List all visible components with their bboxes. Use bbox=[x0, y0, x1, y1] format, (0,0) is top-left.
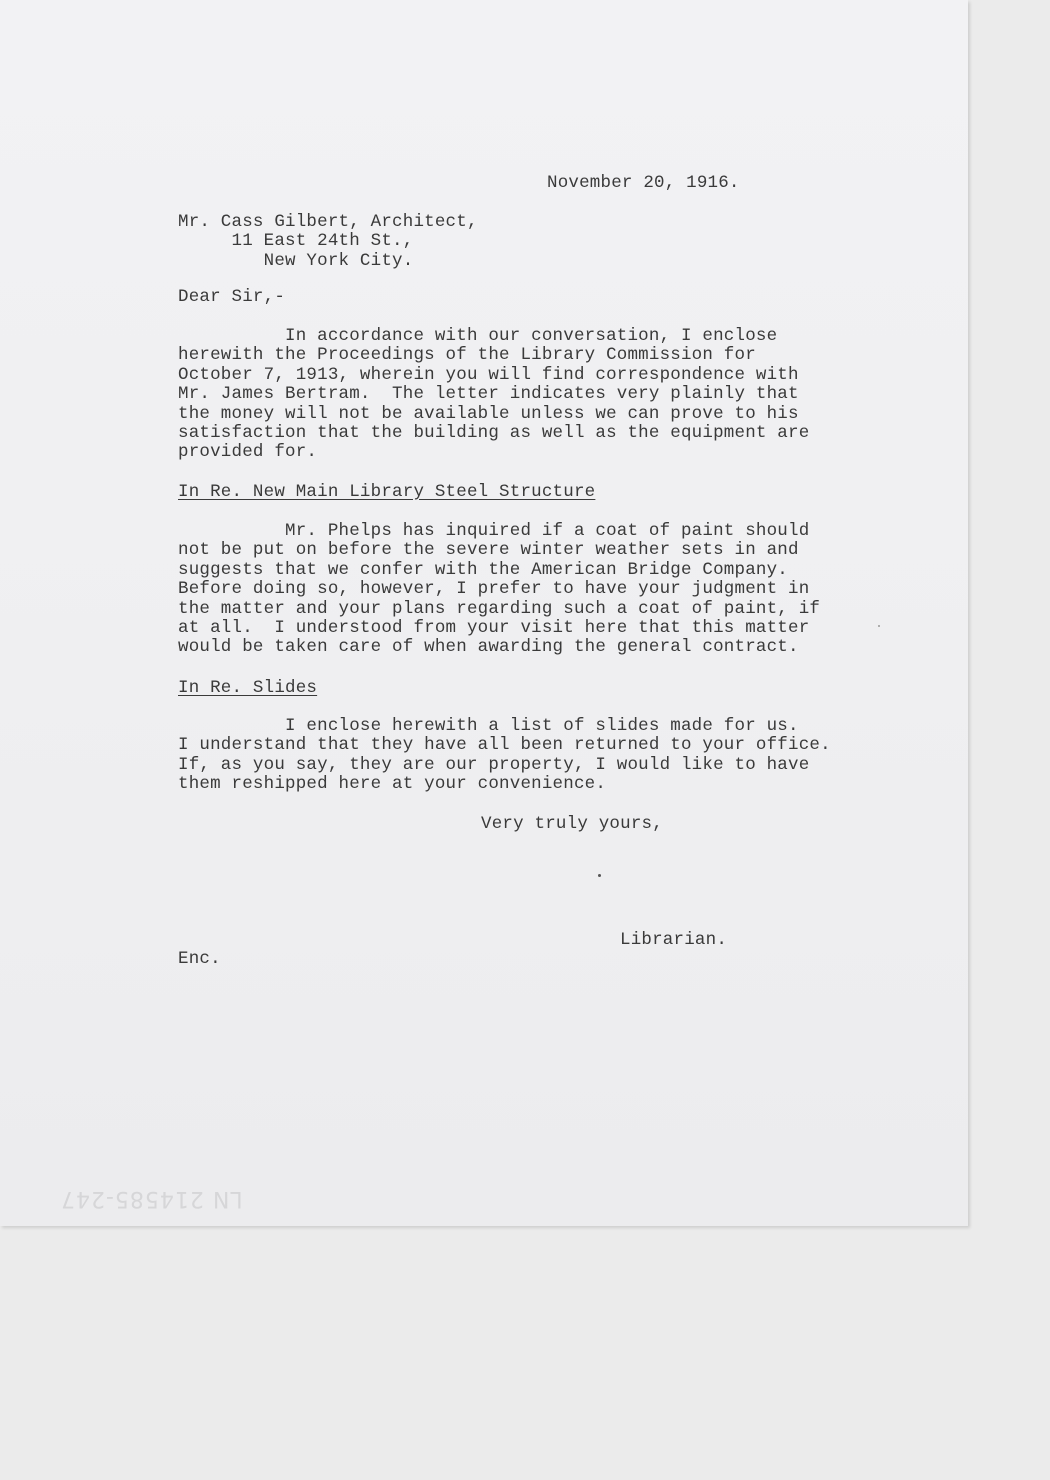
enclosure-note: Enc. bbox=[178, 949, 221, 969]
heading-slides: In Re. Slides bbox=[178, 678, 318, 698]
signature-title: Librarian. bbox=[620, 930, 728, 950]
ink-speck bbox=[598, 874, 601, 877]
salutation: Dear Sir,- bbox=[178, 287, 286, 307]
recipient-address: Mr. Cass Gilbert, Architect, 11 East 24th St., New York City. bbox=[178, 212, 478, 271]
heading-steel-structure: In Re. New Main Library Steel Structure bbox=[178, 482, 596, 502]
letter-date: November 20, 1916. bbox=[547, 173, 740, 193]
ink-speck bbox=[878, 625, 880, 627]
paragraph-proceedings: In accordance with our conversation, I enclose herewith the Proceedings of the Library Commission for October 7, 1913, wherein you will find correspondence with Mr. James Bertram. The letter indicates very plainly that the money will not be available unless we can prove to his satisfaction that the building as well as the equipment are provided for. bbox=[178, 326, 810, 463]
paragraph-paint: Mr. Phelps has inquired if a coat of paint should not be put on before the severe winter weather sets in and suggests that we confer with the American Bridge Company. Before doing so, however, I prefer to have your judgment in the matter and your plans regarding such a coat of paint, if at all. I understood from your visit here that this matter would be taken care of when awarding the general contract. bbox=[178, 521, 821, 658]
paragraph-slides: I enclose herewith a list of slides made for us. I understand that they have all been returned to your office. If, as you say, they are our property, I would like to have them reshipped here at your convenience. bbox=[178, 716, 831, 795]
complimentary-closing: Very truly yours, bbox=[481, 814, 663, 834]
archive-stamp-mark: LN 214585-247 bbox=[60, 1186, 243, 1211]
